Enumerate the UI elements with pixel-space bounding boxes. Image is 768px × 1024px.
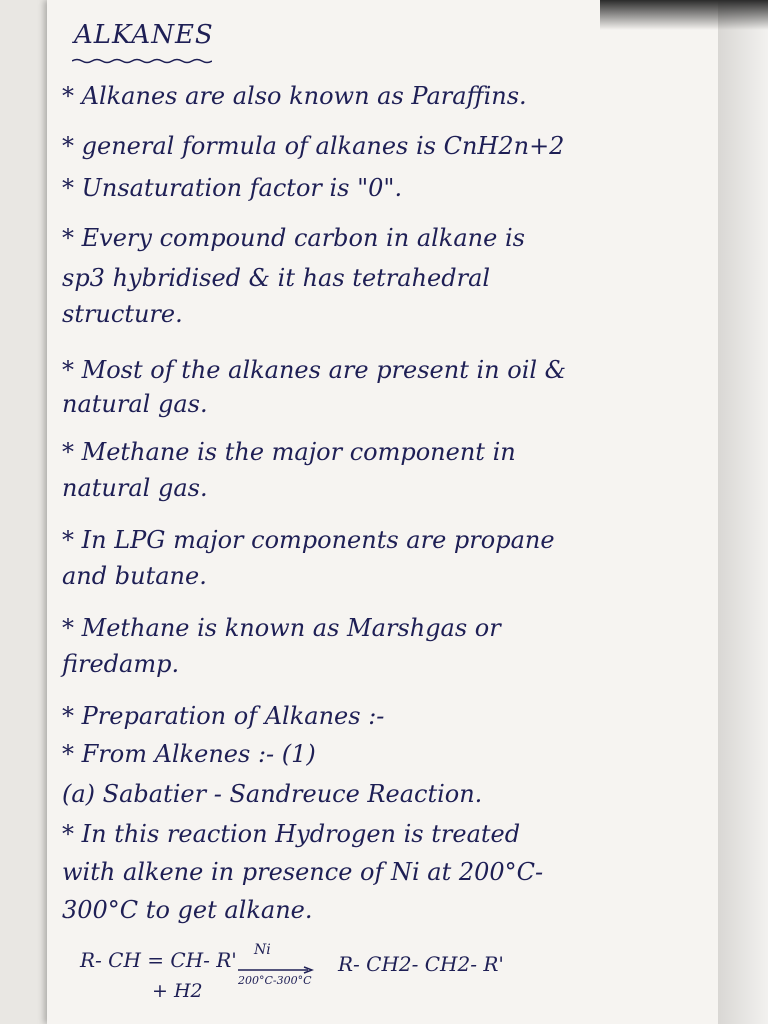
title-underline bbox=[72, 58, 212, 64]
page-title: ALKANES bbox=[74, 20, 214, 50]
note-line: * Preparation of Alkanes :- bbox=[62, 702, 385, 730]
reactant: R- CH = CH- R' bbox=[80, 948, 237, 972]
note-line: * Every compound carbon in alkane is bbox=[62, 224, 525, 252]
note-line: * From Alkenes :- (1) bbox=[62, 740, 316, 768]
reaction-equation bbox=[80, 942, 640, 1008]
note-line: structure. bbox=[62, 300, 183, 328]
note-line: * Most of the alkanes are present in oil & bbox=[62, 356, 567, 384]
note-line: 300°C to get alkane. bbox=[62, 896, 313, 924]
note-line: * In this reaction Hydrogen is treated bbox=[62, 820, 521, 848]
note-line: * Methane is known as Marshgas or bbox=[62, 614, 501, 642]
catalyst: Ni bbox=[254, 942, 271, 958]
reagent: + H2 bbox=[152, 980, 203, 1002]
note-line: * general formula of alkanes is CnH2n+2 bbox=[62, 132, 565, 160]
reaction-arrow-icon bbox=[238, 966, 314, 974]
condition: 200°C-300°C bbox=[238, 974, 312, 987]
note-line: (a) Sabatier - Sandreuce Reaction. bbox=[62, 780, 483, 808]
note-line: with alkene in presence of Ni at 200°C- bbox=[62, 858, 544, 886]
note-line: natural gas. bbox=[62, 474, 208, 502]
note-line: firedamp. bbox=[62, 650, 180, 678]
note-line: * Alkanes are also known as Paraffins. bbox=[62, 82, 527, 110]
page-edge bbox=[718, 0, 768, 1024]
note-line: natural gas. bbox=[62, 390, 208, 418]
note-line: * Methane is the major component in bbox=[62, 438, 516, 466]
top-shadow bbox=[600, 0, 768, 30]
note-line: sp3 hybridised & it has tetrahedral bbox=[62, 264, 491, 292]
note-line: * In LPG major components are propane bbox=[62, 526, 555, 554]
note-line: and butane. bbox=[62, 562, 207, 590]
note-line: * Unsaturation factor is "0". bbox=[62, 174, 403, 202]
product: R- CH2- CH2- R' bbox=[338, 952, 504, 976]
